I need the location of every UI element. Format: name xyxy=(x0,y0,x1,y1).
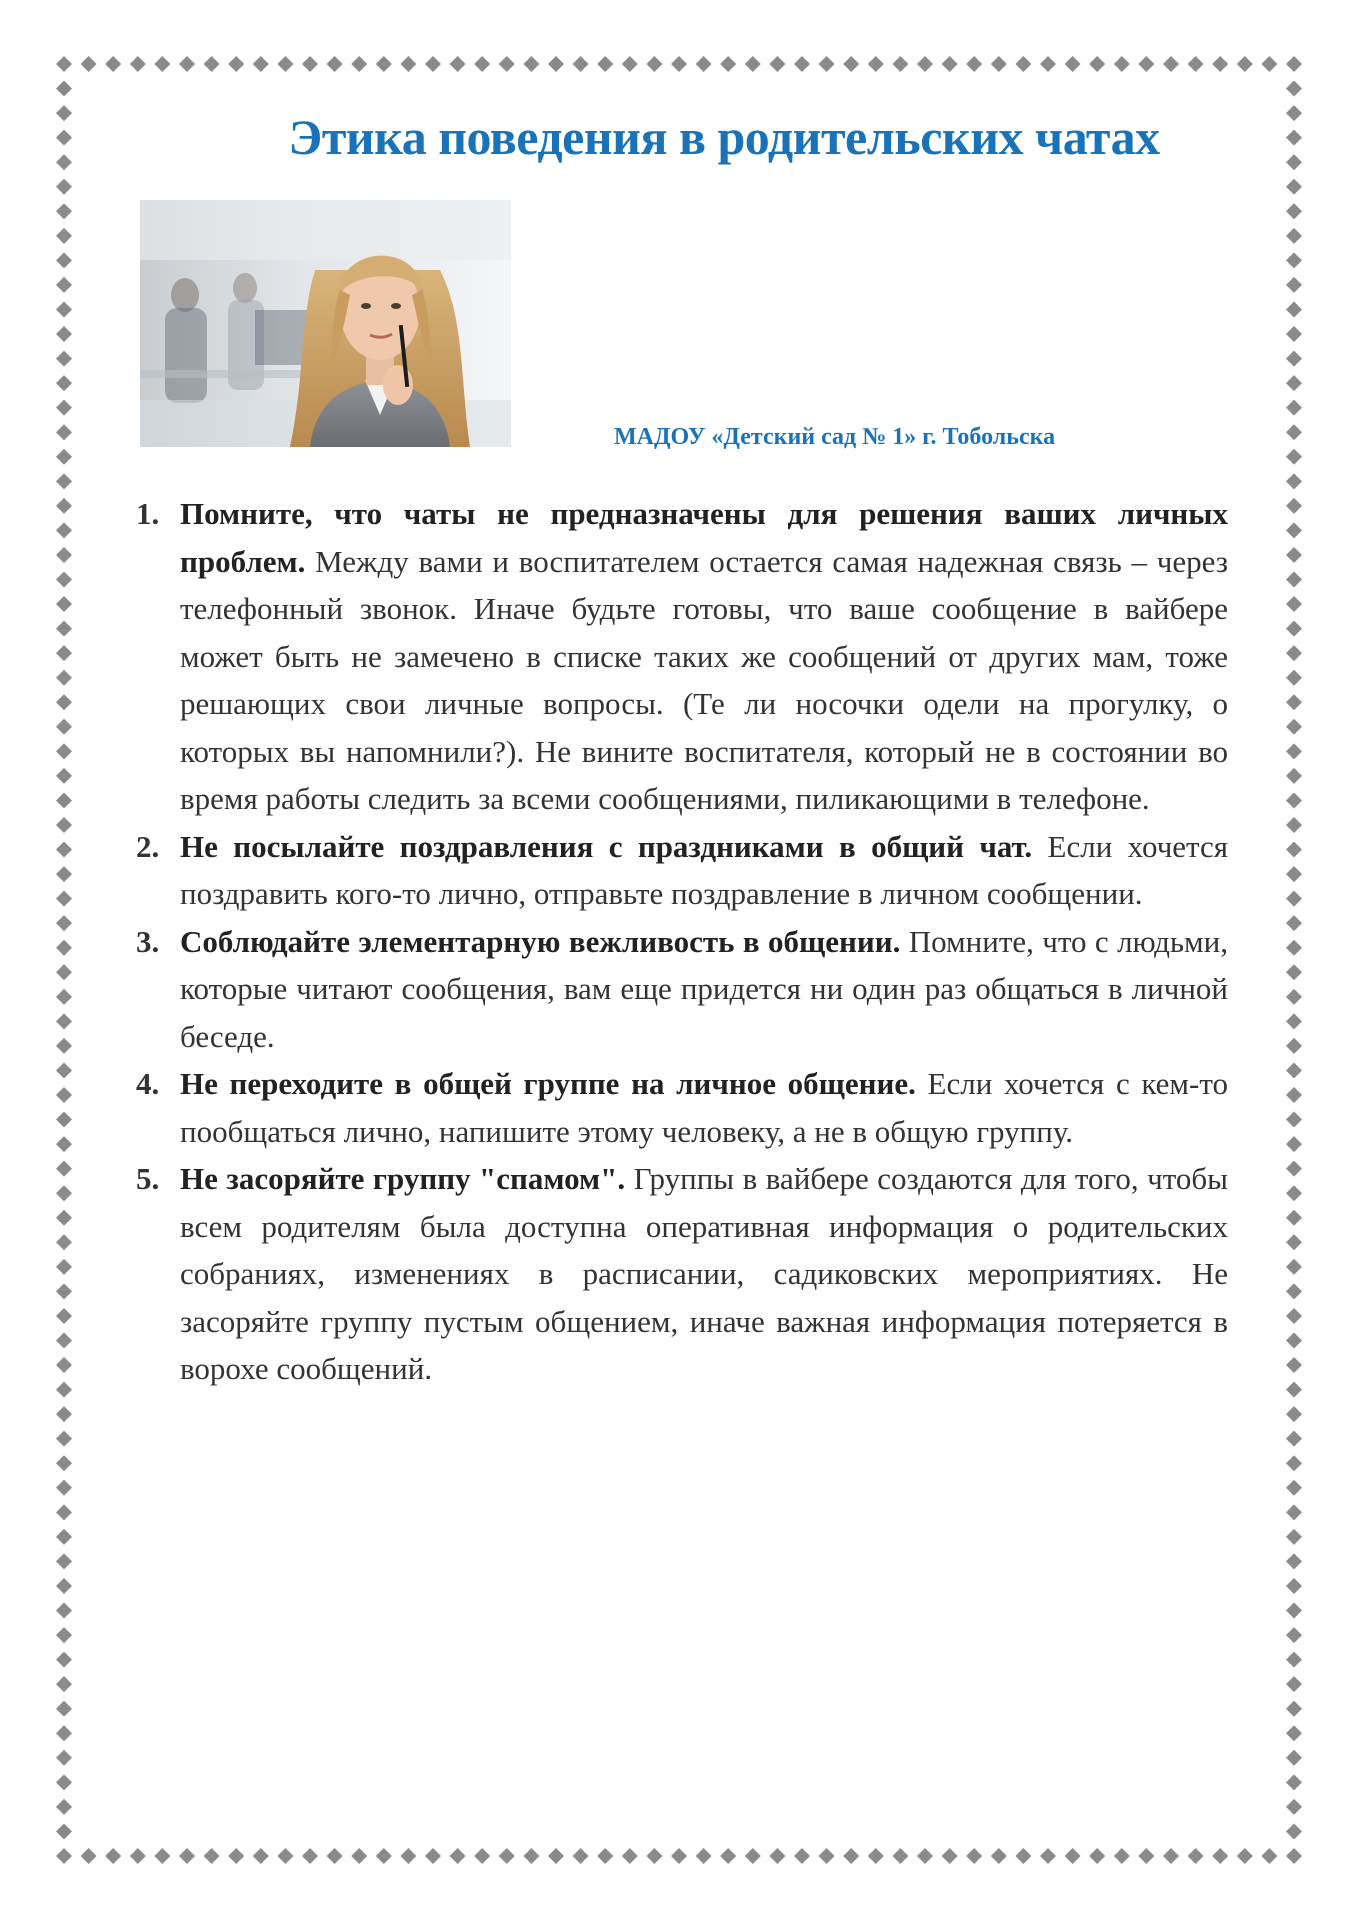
border-diamond xyxy=(1286,1652,1302,1668)
border-diamond xyxy=(1286,1161,1302,1177)
border-diamond xyxy=(56,866,72,882)
border-diamond xyxy=(56,1087,72,1103)
border-diamond xyxy=(1286,768,1302,784)
border-diamond xyxy=(1286,1627,1302,1643)
border-diamond xyxy=(1286,817,1302,833)
border-diamond xyxy=(1163,56,1179,72)
rules-list xyxy=(132,490,1228,1393)
item-number: 1. xyxy=(136,496,160,531)
border-diamond xyxy=(56,400,72,416)
border-diamond xyxy=(1286,1259,1302,1275)
border-diamond xyxy=(56,522,72,538)
border-diamond xyxy=(1040,56,1056,72)
border-diamond xyxy=(1163,1848,1179,1864)
border-diamond xyxy=(1065,56,1081,72)
border-diamond xyxy=(56,179,72,195)
border-diamond xyxy=(769,1848,785,1864)
border-diamond xyxy=(671,1848,687,1864)
item-heading: Не посылайте поздравления с праздниками в общий чат. xyxy=(180,828,1033,864)
border-diamond xyxy=(597,1848,613,1864)
border-diamond xyxy=(1188,1848,1204,1864)
border-diamond xyxy=(1286,1185,1302,1201)
border-diamond xyxy=(892,56,908,72)
border-diamond xyxy=(646,56,662,72)
border-diamond xyxy=(277,1848,293,1864)
border-diamond xyxy=(1286,522,1302,538)
border-diamond xyxy=(1237,1848,1253,1864)
border-diamond xyxy=(1286,375,1302,391)
border-diamond xyxy=(56,645,72,661)
border-diamond xyxy=(1286,891,1302,907)
border-diamond xyxy=(56,1210,72,1226)
border-diamond xyxy=(720,1848,736,1864)
border-diamond xyxy=(56,1332,72,1348)
border-diamond xyxy=(1286,572,1302,588)
border-diamond xyxy=(1286,1038,1302,1054)
border-diamond xyxy=(56,1406,72,1422)
border-diamond xyxy=(179,56,195,72)
border-diamond xyxy=(499,1848,515,1864)
border-diamond xyxy=(991,56,1007,72)
item-heading: Соблюдайте элементарную вежливость в общении. xyxy=(180,923,901,959)
border-diamond xyxy=(1286,1087,1302,1103)
border-diamond xyxy=(105,1848,121,1864)
border-diamond xyxy=(56,277,72,293)
border-diamond xyxy=(1138,1848,1154,1864)
border-diamond xyxy=(696,56,712,72)
border-diamond xyxy=(154,1848,170,1864)
photo-illustration xyxy=(140,200,511,447)
border-diamond xyxy=(56,1455,72,1471)
border-diamond xyxy=(991,1848,1007,1864)
border-diamond xyxy=(204,56,220,72)
border-diamond xyxy=(327,1848,343,1864)
border-diamond xyxy=(1286,81,1302,97)
border-diamond xyxy=(56,473,72,489)
border-diamond xyxy=(81,1848,97,1864)
item-text: Группы в вайбере создаются для того, чтобы всем родителям была доступна оперативная информация о родительских собраниях, изменениях в расписании, садиковских мероприятиях. Не засоряйте группу пустым общением, иначе важная информация потеряется в ворохе сообщений. xyxy=(180,1161,1229,1386)
item-text: Если хочется поздравить кого-то лично, отправьте поздравление в личном сообщении. xyxy=(180,828,1228,911)
border-diamond xyxy=(253,56,269,72)
border-diamond xyxy=(794,1848,810,1864)
border-diamond xyxy=(769,56,785,72)
border-diamond xyxy=(56,743,72,759)
border-diamond xyxy=(1286,1578,1302,1594)
page-title: Этика поведения в родительских чатах xyxy=(288,109,1160,165)
border-diamond xyxy=(56,670,72,686)
item-text: Помните, что с людьми, которые читают сообщения, вам еще придется ни один раз общаться в личной беседе. xyxy=(180,923,1228,1054)
border-diamond xyxy=(56,768,72,784)
border-diamond xyxy=(228,1848,244,1864)
item-number: 3. xyxy=(136,923,160,959)
border-diamond xyxy=(1286,1848,1302,1864)
border-diamond xyxy=(1286,1480,1302,1496)
border-diamond xyxy=(450,56,466,72)
organization-name: МАДОУ «Детский сад № 1» г. Тобольска xyxy=(614,424,1056,450)
border-diamond xyxy=(56,891,72,907)
border-diamond xyxy=(1286,1112,1302,1128)
border-diamond xyxy=(56,1308,72,1324)
border-diamond xyxy=(1286,1382,1302,1398)
border-diamond xyxy=(1286,1357,1302,1373)
border-diamond xyxy=(1261,1848,1277,1864)
border-diamond xyxy=(253,1848,269,1864)
border-diamond xyxy=(794,56,810,72)
border-diamond xyxy=(56,326,72,342)
border-diamond xyxy=(1286,670,1302,686)
border-diamond xyxy=(56,989,72,1005)
border-diamond xyxy=(1040,1848,1056,1864)
border-diamond xyxy=(1286,1210,1302,1226)
border-diamond xyxy=(1286,203,1302,219)
item-number: 2. xyxy=(136,828,160,864)
border-diamond xyxy=(1286,1455,1302,1471)
border-diamond xyxy=(1286,1283,1302,1299)
border-diamond xyxy=(942,56,958,72)
border-diamond xyxy=(942,1848,958,1864)
border-diamond xyxy=(548,56,564,72)
border-diamond xyxy=(1286,1774,1302,1790)
border-diamond xyxy=(56,1578,72,1594)
border-diamond xyxy=(56,842,72,858)
border-diamond xyxy=(1286,424,1302,440)
border-diamond xyxy=(302,56,318,72)
border-diamond xyxy=(1286,1332,1302,1348)
border-diamond xyxy=(1286,1553,1302,1569)
border-diamond xyxy=(56,1676,72,1692)
border-diamond xyxy=(56,792,72,808)
border-diamond xyxy=(1286,1701,1302,1717)
border-diamond xyxy=(56,1112,72,1128)
border-diamond xyxy=(56,1529,72,1545)
border-diamond xyxy=(1286,1062,1302,1078)
border-diamond xyxy=(1286,301,1302,317)
border-diamond xyxy=(56,1627,72,1643)
border-diamond xyxy=(56,56,72,72)
border-diamond xyxy=(1286,1013,1302,1029)
border-diamond xyxy=(1286,1799,1302,1815)
border-diamond xyxy=(56,1431,72,1447)
border-diamond xyxy=(622,56,638,72)
border-diamond xyxy=(277,56,293,72)
border-diamond xyxy=(56,1382,72,1398)
border-diamond xyxy=(1286,1750,1302,1766)
border-diamond xyxy=(1286,1234,1302,1250)
border-diamond xyxy=(56,1774,72,1790)
border-diamond xyxy=(56,1799,72,1815)
border-diamond xyxy=(154,56,170,72)
border-diamond xyxy=(56,1750,72,1766)
border-diamond xyxy=(1286,596,1302,612)
border-diamond xyxy=(868,1848,884,1864)
border-diamond xyxy=(56,621,72,637)
border-diamond xyxy=(917,56,933,72)
border-diamond xyxy=(499,56,515,72)
border-diamond xyxy=(376,1848,392,1864)
border-diamond xyxy=(1286,351,1302,367)
border-diamond xyxy=(56,1504,72,1520)
border-diamond xyxy=(1114,1848,1130,1864)
border-diamond xyxy=(671,56,687,72)
border-diamond xyxy=(56,1259,72,1275)
woman-thinking-photo xyxy=(140,200,511,447)
border-diamond xyxy=(56,1062,72,1078)
border-diamond xyxy=(843,1848,859,1864)
border-diamond xyxy=(573,56,589,72)
border-diamond xyxy=(1286,621,1302,637)
border-diamond xyxy=(1286,547,1302,563)
border-diamond xyxy=(745,1848,761,1864)
border-diamond xyxy=(1188,56,1204,72)
border-diamond xyxy=(1286,842,1302,858)
list-item xyxy=(132,1155,1228,1393)
border-diamond xyxy=(1015,1848,1031,1864)
border-diamond xyxy=(425,1848,441,1864)
border-diamond xyxy=(1286,277,1302,293)
border-diamond xyxy=(56,1357,72,1373)
border-diamond xyxy=(1212,56,1228,72)
border-diamond xyxy=(179,1848,195,1864)
border-diamond xyxy=(56,1553,72,1569)
border-diamond xyxy=(56,301,72,317)
border-diamond xyxy=(1286,179,1302,195)
border-diamond xyxy=(1286,645,1302,661)
border-diamond xyxy=(1286,473,1302,489)
border-diamond xyxy=(1286,1406,1302,1422)
border-diamond xyxy=(843,56,859,72)
border-diamond xyxy=(228,56,244,72)
border-diamond xyxy=(523,1848,539,1864)
border-diamond xyxy=(474,1848,490,1864)
border-diamond xyxy=(1286,400,1302,416)
rules-content xyxy=(132,490,1228,1393)
border-diamond xyxy=(1065,1848,1081,1864)
border-diamond xyxy=(1212,1848,1228,1864)
border-diamond xyxy=(1286,1308,1302,1324)
border-diamond xyxy=(1286,1725,1302,1741)
item-number: 4. xyxy=(136,1066,160,1101)
border-diamond xyxy=(1286,449,1302,465)
border-diamond xyxy=(56,228,72,244)
border-diamond xyxy=(1286,1676,1302,1692)
border-diamond xyxy=(597,56,613,72)
list-item xyxy=(132,918,1228,1061)
border-diamond xyxy=(56,547,72,563)
border-diamond xyxy=(56,694,72,710)
border-diamond xyxy=(573,1848,589,1864)
border-diamond xyxy=(1261,56,1277,72)
border-diamond xyxy=(1286,743,1302,759)
border-diamond xyxy=(56,1823,72,1839)
border-diamond xyxy=(819,56,835,72)
border-diamond xyxy=(56,915,72,931)
item-heading: Не засоряйте группу "спамом". xyxy=(180,1161,626,1196)
border-diamond xyxy=(56,1652,72,1668)
border-diamond xyxy=(56,940,72,956)
border-diamond xyxy=(1286,326,1302,342)
border-diamond xyxy=(892,1848,908,1864)
border-diamond xyxy=(56,424,72,440)
border-diamond xyxy=(1286,719,1302,735)
border-diamond xyxy=(56,1603,72,1619)
border-diamond xyxy=(1286,1431,1302,1447)
border-diamond xyxy=(1286,1136,1302,1152)
border-diamond xyxy=(1286,56,1302,72)
border-diamond xyxy=(56,351,72,367)
border-diamond xyxy=(56,1725,72,1741)
border-diamond xyxy=(204,1848,220,1864)
border-diamond xyxy=(130,1848,146,1864)
border-diamond xyxy=(1286,940,1302,956)
border-diamond xyxy=(819,1848,835,1864)
border-diamond xyxy=(56,1234,72,1250)
border-diamond xyxy=(400,1848,416,1864)
border-diamond xyxy=(56,1161,72,1177)
border-diamond xyxy=(56,964,72,980)
border-diamond xyxy=(56,719,72,735)
border-diamond xyxy=(400,56,416,72)
list-item xyxy=(132,1060,1228,1155)
border-diamond xyxy=(474,56,490,72)
border-diamond xyxy=(56,596,72,612)
border-diamond xyxy=(56,1701,72,1717)
border-diamond xyxy=(1138,56,1154,72)
border-diamond xyxy=(1089,1848,1105,1864)
border-diamond xyxy=(1286,964,1302,980)
border-diamond xyxy=(1286,1504,1302,1520)
border-diamond xyxy=(622,1848,638,1864)
border-diamond xyxy=(917,1848,933,1864)
item-text: Между вами и воспитателем остается самая надежная связь – через телефонный звонок. Иначе будьте готовы, что ваше сообщение в вайбере может быть не замечено в списке таких же сообщений от других мам, тоже решающих свои личные вопросы. (Те ли носочки одели на прогулку, о которых вы напомнили?). Не вините воспитателя, который не в состоянии во время работы следить за всеми сообщениями, пиликающими в телефоне. xyxy=(180,543,1228,816)
border-diamond xyxy=(523,56,539,72)
border-diamond xyxy=(1237,56,1253,72)
border-diamond xyxy=(720,56,736,72)
border-diamond xyxy=(327,56,343,72)
border-diamond xyxy=(646,1848,662,1864)
border-diamond xyxy=(1114,56,1130,72)
item-heading: Помните, что чаты не предназначены для решения ваших личных проблем. xyxy=(180,496,1228,579)
border-diamond xyxy=(130,56,146,72)
border-diamond xyxy=(56,498,72,514)
border-diamond xyxy=(56,252,72,268)
border-diamond xyxy=(745,56,761,72)
border-diamond xyxy=(56,1283,72,1299)
border-diamond xyxy=(56,572,72,588)
border-diamond xyxy=(56,817,72,833)
item-number: 5. xyxy=(136,1161,160,1196)
border-diamond xyxy=(1286,228,1302,244)
border-diamond xyxy=(1286,1529,1302,1545)
border-diamond xyxy=(56,1038,72,1054)
border-diamond xyxy=(868,56,884,72)
border-diamond xyxy=(1015,56,1031,72)
list-item xyxy=(132,823,1228,918)
border-diamond xyxy=(56,1136,72,1152)
border-diamond xyxy=(376,56,392,72)
border-diamond xyxy=(56,1185,72,1201)
border-diamond xyxy=(966,56,982,72)
border-diamond xyxy=(56,203,72,219)
border-diamond xyxy=(56,81,72,97)
border-diamond xyxy=(1286,866,1302,882)
border-diamond xyxy=(1286,498,1302,514)
border-diamond xyxy=(1286,1603,1302,1619)
border-diamond xyxy=(56,1848,72,1864)
border-diamond xyxy=(450,1848,466,1864)
border-diamond xyxy=(1286,915,1302,931)
border-diamond xyxy=(56,375,72,391)
item-text: Если хочется с кем-то пообщаться лично, напишите этому человеку, а не в общую группу. xyxy=(180,1066,1229,1149)
border-diamond xyxy=(1286,252,1302,268)
border-diamond xyxy=(1286,989,1302,1005)
border-diamond xyxy=(56,449,72,465)
border-diamond xyxy=(1286,694,1302,710)
border-diamond xyxy=(1089,56,1105,72)
border-diamond xyxy=(105,56,121,72)
item-heading: Не переходите в общей группе на личное общение. xyxy=(180,1066,916,1101)
border-diamond xyxy=(696,1848,712,1864)
border-diamond xyxy=(81,56,97,72)
border-diamond xyxy=(302,1848,318,1864)
border-diamond xyxy=(425,56,441,72)
border-diamond xyxy=(966,1848,982,1864)
border-diamond xyxy=(56,1013,72,1029)
border-diamond xyxy=(548,1848,564,1864)
border-diamond xyxy=(1286,792,1302,808)
border-diamond xyxy=(56,1480,72,1496)
border-diamond xyxy=(351,1848,367,1864)
border-diamond xyxy=(1286,1823,1302,1839)
list-item xyxy=(132,490,1228,823)
border-diamond xyxy=(351,56,367,72)
